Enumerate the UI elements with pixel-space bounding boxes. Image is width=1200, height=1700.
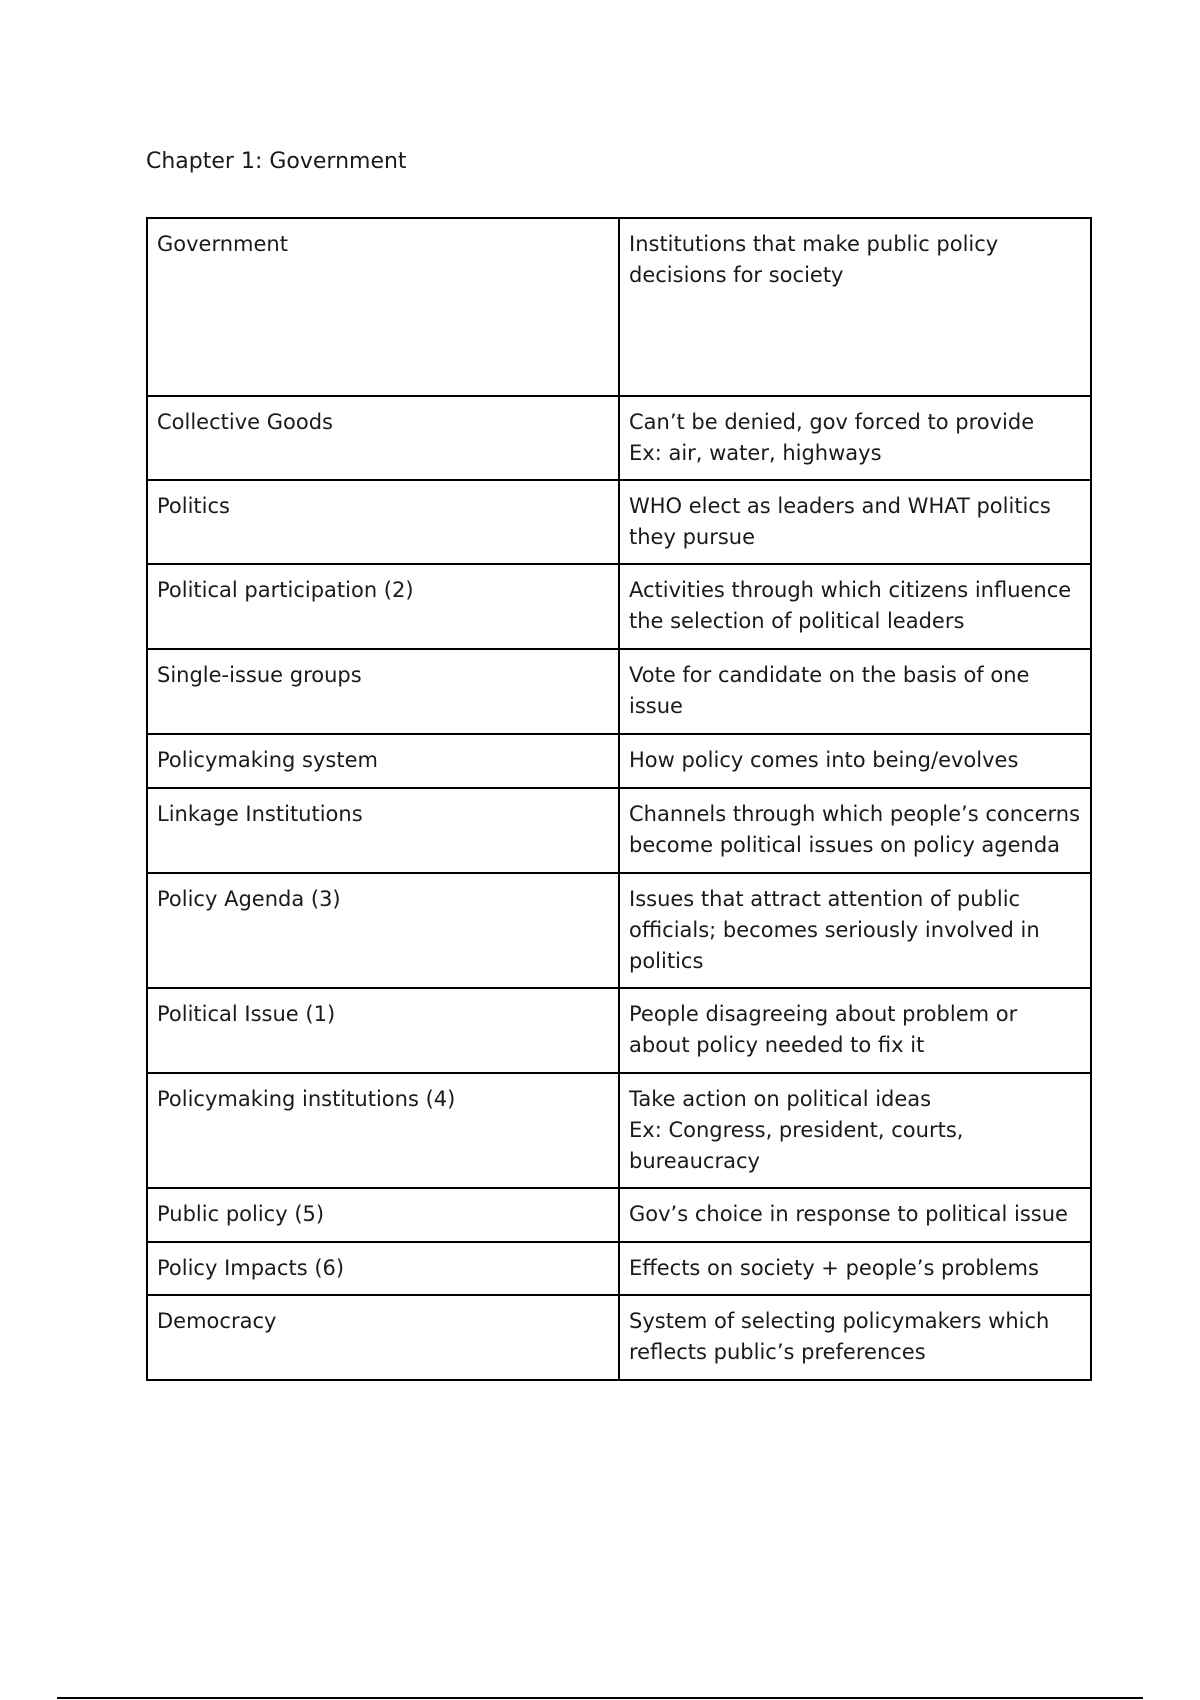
definition-cell xyxy=(619,218,1091,396)
table-row xyxy=(147,480,1091,564)
definition-line: Ex: air, water, highways xyxy=(629,441,882,465)
definition-cell xyxy=(619,873,1091,988)
table-row xyxy=(147,873,1091,988)
term-cell: Policymaking institutions (4) xyxy=(147,1073,619,1188)
definition-cell xyxy=(619,1073,1091,1188)
definition-line: Institutions that make public policy decisions for society xyxy=(629,232,999,287)
term-cell: Public policy (5) xyxy=(147,1188,619,1242)
term-cell: Political participation (2) xyxy=(147,564,619,649)
table-row xyxy=(147,564,1091,649)
term-cell: Policy Impacts (6) xyxy=(147,1242,619,1295)
definition-line: Activities through which citizens influence the selection of political leaders xyxy=(629,578,1072,633)
definition-line: Can’t be denied, gov forced to provide xyxy=(629,410,1035,434)
footer-divider xyxy=(57,1697,1143,1699)
definition-line: Gov’s choice in response to political issue xyxy=(629,1202,1068,1226)
definition-cell xyxy=(619,788,1091,873)
table-row xyxy=(147,988,1091,1073)
term-cell: Political Issue (1) xyxy=(147,988,619,1073)
definition-cell xyxy=(619,734,1091,788)
table-row xyxy=(147,734,1091,788)
table-row xyxy=(147,218,1091,396)
term-cell: Policy Agenda (3) xyxy=(147,873,619,988)
definition-line: Channels through which people’s concerns become political issues on policy agenda xyxy=(629,802,1081,857)
term-cell: Government xyxy=(147,218,619,396)
term-cell: Policymaking system xyxy=(147,734,619,788)
term-cell: Politics xyxy=(147,480,619,564)
table-row xyxy=(147,1073,1091,1188)
definition-cell xyxy=(619,1188,1091,1242)
definition-cell xyxy=(619,988,1091,1073)
term-cell: Single-issue groups xyxy=(147,649,619,734)
definition-line: Take action on political ideas xyxy=(629,1087,932,1111)
definition-line: Effects on society + people’s problems xyxy=(629,1256,1039,1280)
terms-table xyxy=(146,217,1092,1381)
table-row xyxy=(147,788,1091,873)
term-cell: Democracy xyxy=(147,1295,619,1380)
definition-cell xyxy=(619,564,1091,649)
definition-line: WHO elect as leaders and WHAT politics they pursue xyxy=(629,494,1051,549)
definition-line: Issues that attract attention of public officials; becomes seriously involved in politics xyxy=(629,887,1040,973)
definition-cell xyxy=(619,480,1091,564)
definition-line: Ex: Congress, president, courts, bureaucracy xyxy=(629,1118,964,1173)
table-row xyxy=(147,396,1091,480)
definition-cell xyxy=(619,649,1091,734)
definition-line: Vote for candidate on the basis of one issue xyxy=(629,663,1030,718)
table-row xyxy=(147,1242,1091,1295)
table-row xyxy=(147,649,1091,734)
table-row xyxy=(147,1188,1091,1242)
table-row xyxy=(147,1295,1091,1380)
definition-line: System of selecting policymakers which reflects public’s preferences xyxy=(629,1309,1050,1364)
definition-line: People disagreeing about problem or about policy needed to fix it xyxy=(629,1002,1018,1057)
term-cell: Collective Goods xyxy=(147,396,619,480)
term-cell: Linkage Institutions xyxy=(147,788,619,873)
page-title: Chapter 1: Government xyxy=(146,149,407,174)
definition-cell xyxy=(619,1295,1091,1380)
definition-cell xyxy=(619,396,1091,480)
definition-cell xyxy=(619,1242,1091,1295)
definition-line: How policy comes into being/evolves xyxy=(629,748,1019,772)
